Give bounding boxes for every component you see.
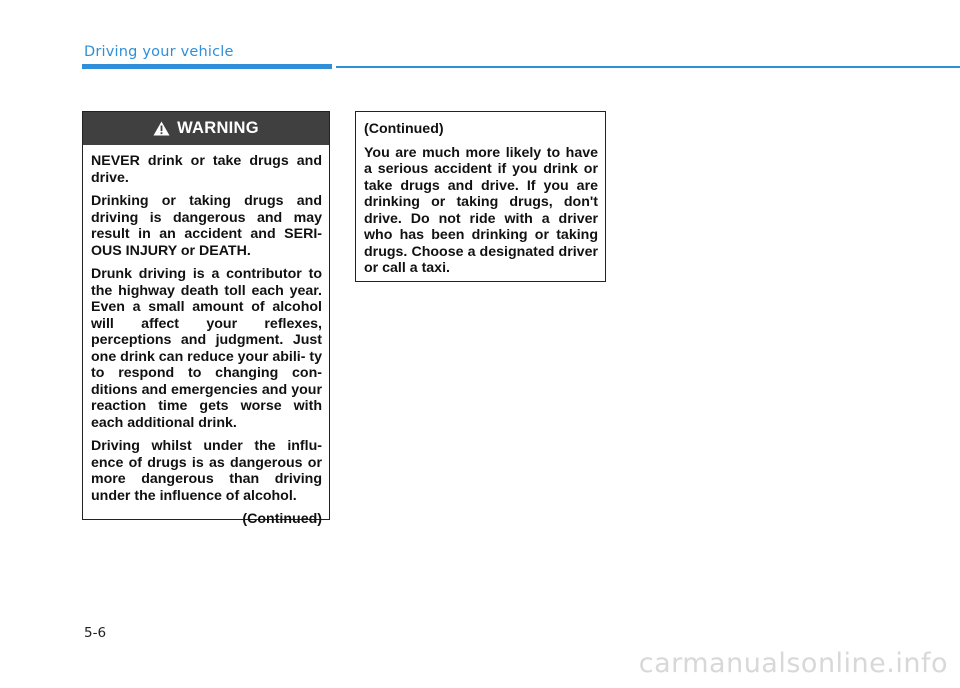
warning-paragraph-2: Drinking or taking drugs and driving is dangerous and may result in an accident and SERI- OUS INJURY or DEATH. [91,193,322,259]
warning-body [83,145,329,528]
section-title: Driving your vehicle [84,44,234,60]
warning-header [83,112,329,145]
warning-paragraph-3: Drunk driving is a contributor to the highway death toll each year. Even a small amount of alcohol will affect your reflexes, perceptions and judgment. Just one drink can reduce your abili- ty to respond to changing con- ditions and emergencies and your reaction time gets worse with each additional drink. [91,266,322,431]
warning-continued-label: (Continued) [242,511,322,527]
warning-paragraph-1: NEVER drink or take drugs and drive. [91,153,322,186]
continued-heading: (Continued) [364,121,444,137]
warning-paragraph-4: Driving whilst under the influ- ence of drugs is as dangerous or more dangerous than driving under the influence of alcohol. [91,438,322,504]
page-number: 5-6 [84,625,107,641]
warning-triangle-icon [153,121,170,136]
warning-title: WARNING [177,119,259,137]
watermark: carmanualsonline.info [638,648,948,679]
continued-box [355,111,606,282]
header-rule-thin [336,66,960,68]
continued-body [356,112,605,277]
continued-paragraph: You are much more likely to have a serious accident if you drink or take drugs and drive. If you are drinking or taking drugs, don't drive. Do not ride with a driver who has been drinking or taking drugs. Choose a designated driver or call a taxi. [364,144,598,276]
warning-box [82,111,330,527]
header-rule-thick [82,64,332,69]
